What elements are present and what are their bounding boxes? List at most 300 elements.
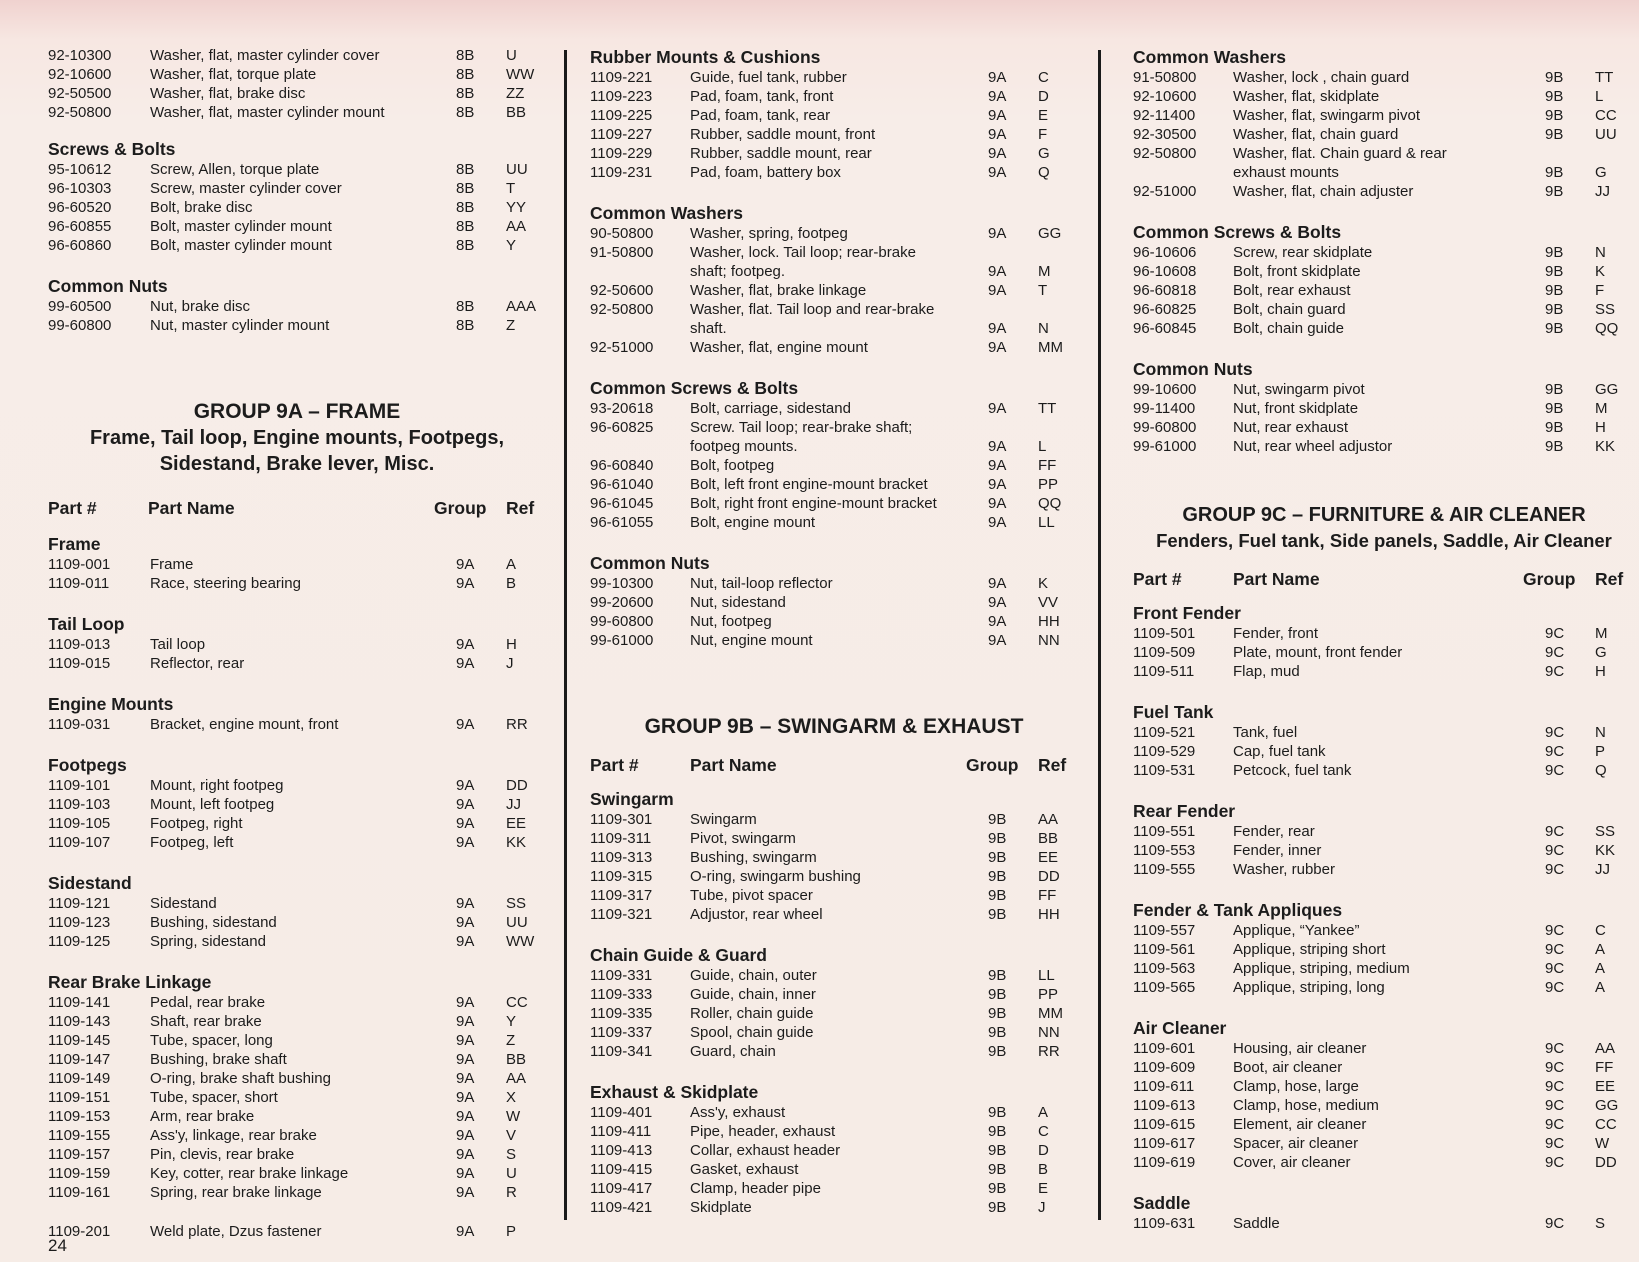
part-number: 1109-013 [48,636,111,653]
part-number: 1109-231 [590,164,653,181]
part-ref: AA [506,1070,527,1087]
group-title: GROUP 9C – FURNITURE & AIR CLEANER [1182,504,1586,526]
part-number: 1109-551 [1133,823,1196,840]
header-ref: Ref [1038,755,1067,775]
part-ref: GG [1595,381,1619,398]
part-group: 9C [1545,1059,1565,1076]
part-row [590,593,1078,612]
part-number: 92-50600 [590,282,654,299]
part-name: Cap, fuel tank [1233,743,1326,760]
part-row [590,966,1078,985]
part-name: Washer, lock. Tail loop; rear-brake [690,244,916,261]
part-ref [1038,300,1078,319]
part-name: Washer, rubber [1233,861,1335,878]
part-number: 1109-229 [590,145,653,162]
part-ref: YY [506,199,527,216]
part-number: 96-10606 [1133,244,1197,261]
parts-section [48,872,546,951]
part-number: 1109-611 [1133,1078,1195,1095]
part-number: 96-60520 [48,199,112,216]
part-name: Washer, flat, brake disc [150,85,306,102]
part-name: Bolt, chain guard [1233,301,1346,318]
part-number: 96-60860 [48,237,112,254]
part-name: Rubber, saddle mount, front [690,126,876,143]
part-number: 91-50800 [1133,69,1197,86]
part-group: 9A [456,556,475,573]
part-ref: AA [506,218,527,235]
part-row [590,867,1078,886]
part-number: 1109-223 [590,88,653,105]
part-ref: SS [1595,823,1616,840]
part-ref: W [1595,1135,1610,1152]
part-number: 96-60818 [1133,282,1197,299]
section-title: Common Screws & Bolts [1133,222,1342,242]
part-number: 96-60825 [1133,301,1197,318]
part-group: 9A [456,815,475,832]
part-row [590,574,1078,593]
header-part: Part # [590,755,639,775]
part-ref: F [1038,126,1048,143]
part-group: 9B [988,849,1007,866]
column-2 [590,46,1078,1237]
part-name: Nut, front skidplate [1233,400,1359,417]
part-group: 9B [988,1005,1007,1022]
part-row [1133,860,1635,879]
part-group: 9A [456,1108,475,1125]
part-group: 9A [456,914,475,931]
part-row [590,1122,1078,1141]
part-number: 96-60845 [1133,320,1197,337]
part-name: Tail loop [150,636,206,653]
part-name: Spring, rear brake linkage [150,1184,322,1201]
part-ref: N [1595,724,1606,741]
part-number: 96-61055 [590,514,654,531]
part-row [1133,437,1635,456]
part-name: Pipe, header, exhaust [690,1123,836,1140]
part-ref: ZZ [506,85,525,102]
part-group: 9A [456,777,475,794]
section-title: Screws & Bolts [48,139,176,159]
part-name: Skidplate [690,1199,752,1216]
header-name: Part Name [690,755,777,775]
part-number: 1109-619 [1133,1154,1196,1171]
parts-section [1133,358,1635,456]
part-name: Bushing, brake shaft [150,1051,287,1068]
part-row [1133,978,1635,997]
part-row [590,1141,1078,1160]
part-row [590,513,1078,532]
part-name: Ass'y, linkage, rear brake [150,1127,317,1144]
part-group: 9B [1545,282,1564,299]
part-number: 90-50800 [590,225,654,242]
part-row [590,1042,1078,1061]
part-number: 93-20618 [590,400,654,417]
part-group: 9A [988,438,1007,455]
part-ref: AA [1038,811,1059,828]
part-number: 1109-531 [1133,762,1196,779]
part-ref: HH [1038,906,1060,923]
part-ref: EE [1595,1078,1616,1095]
section-title: Common Nuts [1133,359,1253,379]
header-ref: Ref [1595,569,1624,589]
part-number [590,262,690,281]
part-group: 9B [988,1104,1007,1121]
part-ref: JJ [1595,861,1610,878]
part-name: Clamp, hose, medium [1233,1097,1379,1114]
part-ref: QQ [1038,495,1062,512]
part-row [590,848,1078,867]
part-row [48,1069,546,1088]
part-row [590,338,1078,357]
part-row [590,905,1078,924]
part-name: Nut, brake disc [150,298,251,315]
part-ref: E [1038,107,1049,124]
part-group: 9B [1545,107,1564,124]
part-ref: P [1595,743,1606,760]
part-name: Bushing, swingarm [690,849,817,866]
part-number: 1109-401 [590,1104,653,1121]
part-number: 99-60800 [48,317,112,334]
group-sections [48,533,546,1241]
part-ref: B [1038,1161,1049,1178]
section-title: Common Screws & Bolts [590,378,799,398]
part-number: 99-20600 [590,594,654,611]
part-number: 1109-155 [48,1127,111,1144]
part-name: Mount, right footpeg [150,777,284,794]
section-title: Common Nuts [590,553,710,573]
column-1 [48,46,546,1261]
part-ref: J [1038,1199,1046,1216]
part-row [1133,262,1635,281]
part-number: 1109-101 [48,777,111,794]
parts-section [48,1222,546,1241]
part-name: Washer, flat, brake linkage [690,282,867,299]
part-row [590,418,1078,437]
header-name: Part Name [148,498,235,518]
parts-section [48,533,546,593]
part-row [48,1088,546,1107]
part-number: 1109-557 [1133,922,1196,939]
part-row [1133,1096,1635,1115]
part-group: 9C [1545,663,1565,680]
parts-section [590,46,1078,182]
part-number: 95-10612 [48,161,112,178]
part-ref: QQ [1595,320,1619,337]
part-row [1133,380,1635,399]
part-row [1133,243,1635,262]
part-group: 9A [456,636,475,653]
part-number: 1109-529 [1133,743,1196,760]
part-name: Fender, rear [1233,823,1315,840]
part-row [1133,399,1635,418]
part-group: 9A [988,164,1007,181]
part-group [988,243,1038,262]
part-group: 9B [988,967,1007,984]
part-number: 1109-103 [48,796,111,813]
part-number: 92-50800 [1133,145,1197,162]
part-ref: FF [1595,1059,1614,1076]
part-number: 96-10608 [1133,263,1197,280]
part-row [48,574,546,593]
part-row [48,179,546,198]
part-ref: J [506,655,514,672]
part-number: 1109-333 [590,986,653,1003]
part-number: 92-10600 [48,66,112,83]
group-subtitle: Frame, Tail loop, Engine mounts, Footpegs, [89,427,505,449]
part-name: Guide, chain, inner [690,986,816,1003]
part-number: 1109-553 [1133,842,1196,859]
part-number: 92-10300 [48,47,112,64]
part-number [1133,163,1233,182]
part-group: 9C [1545,1078,1565,1095]
part-ref: RR [1038,1043,1060,1060]
part-row [590,224,1078,243]
part-group: 9C [1545,1215,1565,1232]
part-ref: CC [506,994,528,1011]
part-name: Washer, flat, chain adjuster [1233,183,1414,200]
part-name: Clamp, hose, large [1233,1078,1359,1095]
part-name: Nut, tail-loop reflector [690,575,833,592]
section-title: Common Washers [1133,47,1286,67]
part-row [48,297,546,316]
part-row [48,1050,546,1069]
parts-section [48,754,546,852]
section-title: Common Washers [590,203,743,223]
section-title: Fender & Tank Appliques [1133,900,1343,920]
part-row [48,1012,546,1031]
header-ref: Ref [506,498,535,518]
part-row [48,217,546,236]
part-number: 1109-311 [590,830,652,847]
part-name: Bolt, footpeg [690,457,775,474]
part-group: 9B [988,868,1007,885]
part-number: 92-30500 [1133,126,1197,143]
part-row [1133,1153,1635,1172]
part-number [590,319,690,338]
part-group: 9A [988,495,1007,512]
column-header [1133,568,1635,590]
part-number: 96-60825 [590,419,654,436]
parts-section [1133,800,1635,879]
part-row [48,316,546,335]
part-name: Screw, Allen, torque plate [150,161,320,178]
part-ref: S [1595,1215,1606,1232]
part-group: 9A [988,145,1007,162]
header-part: Part # [1133,569,1182,589]
group-title: GROUP 9B – SWINGARM & EXHAUST [644,715,1024,738]
part-number: 1109-157 [48,1146,111,1163]
parts-section [48,613,546,673]
part-number: 96-60855 [48,218,112,235]
parts-section [590,377,1078,532]
part-group [988,418,1038,437]
part-name: Pad, foam, battery box [690,164,841,181]
part-group: 9A [456,796,475,813]
part-row [1133,1115,1635,1134]
part-name: Flap, mud [1233,663,1300,680]
part-name: Element, air cleaner [1233,1116,1367,1133]
part-ref: PP [1038,986,1059,1003]
section-title: Front Fender [1133,603,1241,623]
part-ref: WW [506,66,535,83]
part-group: 9B [1545,88,1564,105]
part-group: 9B [988,986,1007,1003]
part-row [590,1160,1078,1179]
column-3 [1133,46,1635,1253]
part-group: 9C [1545,625,1565,642]
part-group: 9C [1545,960,1565,977]
part-name: Nut, master cylinder mount [150,317,330,334]
part-row [48,1164,546,1183]
part-name: Washer, flat, skidplate [1233,88,1380,105]
part-group: 9B [1545,164,1564,181]
part-ref: A [1595,979,1606,996]
part-row [48,776,546,795]
part-number: 92-10600 [1133,88,1197,105]
part-ref: E [1038,1180,1049,1197]
part-ref: MM [1038,339,1063,356]
part-row [1133,87,1635,106]
part-ref: BB [506,104,527,121]
part-name: Saddle [1233,1215,1280,1232]
part-row [590,1179,1078,1198]
part-name: Swingarm [690,811,757,828]
part-group: 8B [456,47,475,64]
part-ref: A [506,556,517,573]
part-ref: SS [1595,301,1616,318]
part-row [48,103,546,122]
part-group: 9B [988,1180,1007,1197]
part-row [48,1183,546,1202]
part-group: 9A [456,994,475,1011]
part-ref: K [1038,575,1049,592]
part-number: 1109-317 [590,887,653,904]
part-row [1133,921,1635,940]
part-ref: NN [1038,632,1060,649]
part-group: 9B [1545,244,1564,261]
part-row [590,456,1078,475]
part-ref: M [1595,400,1608,417]
part-number: 1109-613 [1133,1097,1196,1114]
part-name: exhaust mounts [1233,164,1339,181]
part-ref: A [1038,1104,1049,1121]
section-title: Engine Mounts [48,694,174,714]
part-row [590,631,1078,650]
part-group: 9B [1545,400,1564,417]
part-row [590,125,1078,144]
part-number: 92-11400 [1133,107,1196,124]
part-name: shaft; footpeg. [690,263,786,280]
column-header [48,497,546,519]
parts-section [48,971,546,1202]
part-group: 9A [456,1013,475,1030]
part-name: Applique, striping, medium [1233,960,1410,977]
parts-section [1133,46,1635,201]
part-row [1133,319,1635,338]
part-name: Screw. Tail loop; rear-brake shaft; [690,419,913,436]
part-number: 1109-153 [48,1108,111,1125]
part-ref: T [1038,282,1048,299]
section-title: Saddle [1133,1193,1191,1213]
part-ref: L [1038,438,1047,455]
part-name: Arm, rear brake [150,1108,255,1125]
part-row [48,795,546,814]
part-number: 99-61000 [590,632,654,649]
part-number: 91-50800 [590,244,654,261]
part-name: Bolt, master cylinder mount [150,218,332,235]
part-name: Bolt, chain guide [1233,320,1344,337]
part-number: 1109-415 [590,1161,653,1178]
part-name: Tank, fuel [1233,724,1298,741]
part-name: Housing, air cleaner [1233,1040,1367,1057]
part-group: 9C [1545,861,1565,878]
part-name: Adjustor, rear wheel [690,906,823,923]
part-ref: P [506,1223,517,1240]
part-row [48,555,546,574]
part-ref: W [506,1108,521,1125]
part-name: Gasket, exhaust [690,1161,799,1178]
part-name: Spacer, air cleaner [1233,1135,1359,1152]
part-group: 9A [988,613,1007,630]
part-ref: KK [1595,438,1616,455]
part-number: 1109-143 [48,1013,111,1030]
part-group: 8B [456,180,475,197]
part-ref: M [1595,625,1608,642]
part-ref: Z [506,317,516,334]
part-ref: KK [506,834,527,851]
part-group: 9B [988,811,1007,828]
part-name: Washer, flat, master cylinder cover [150,47,380,64]
part-group: 8B [456,104,475,121]
parts-section [590,552,1078,650]
part-group: 9C [1545,1097,1565,1114]
part-ref: SS [506,895,527,912]
part-name: Spring, sidestand [150,933,266,950]
part-group: 9A [456,655,475,672]
part-name: Key, cotter, rear brake linkage [150,1165,349,1182]
part-row [590,262,1078,281]
part-group: 9A [456,1223,475,1240]
part-group: 9B [1545,183,1564,200]
parts-section [1133,602,1635,681]
part-row [48,1126,546,1145]
section-title: Chain Guide & Guard [590,945,767,965]
group-sections [590,788,1078,1217]
part-name: Guide, chain, outer [690,967,817,984]
part-ref [1038,243,1078,262]
part-name: Fender, front [1233,625,1319,642]
part-ref: UU [506,161,528,178]
part-name: Bracket, engine mount, front [150,716,339,733]
part-name: Screw, master cylinder cover [150,180,342,197]
part-group: 9A [456,895,475,912]
part-row [48,160,546,179]
part-ref: CC [1595,107,1617,124]
part-ref: S [506,1146,517,1163]
part-row [1133,163,1635,182]
part-group: 9B [988,1199,1007,1216]
part-name: Nut, sidestand [690,594,786,611]
part-group: 8B [456,66,475,83]
parts-section [590,1081,1078,1217]
section-title: Swingarm [590,789,674,809]
part-row [590,281,1078,300]
part-row [1133,1039,1635,1058]
part-number: 92-51000 [1133,183,1197,200]
part-group: 9C [1545,1116,1565,1133]
part-row [48,46,546,65]
part-row [48,236,546,255]
